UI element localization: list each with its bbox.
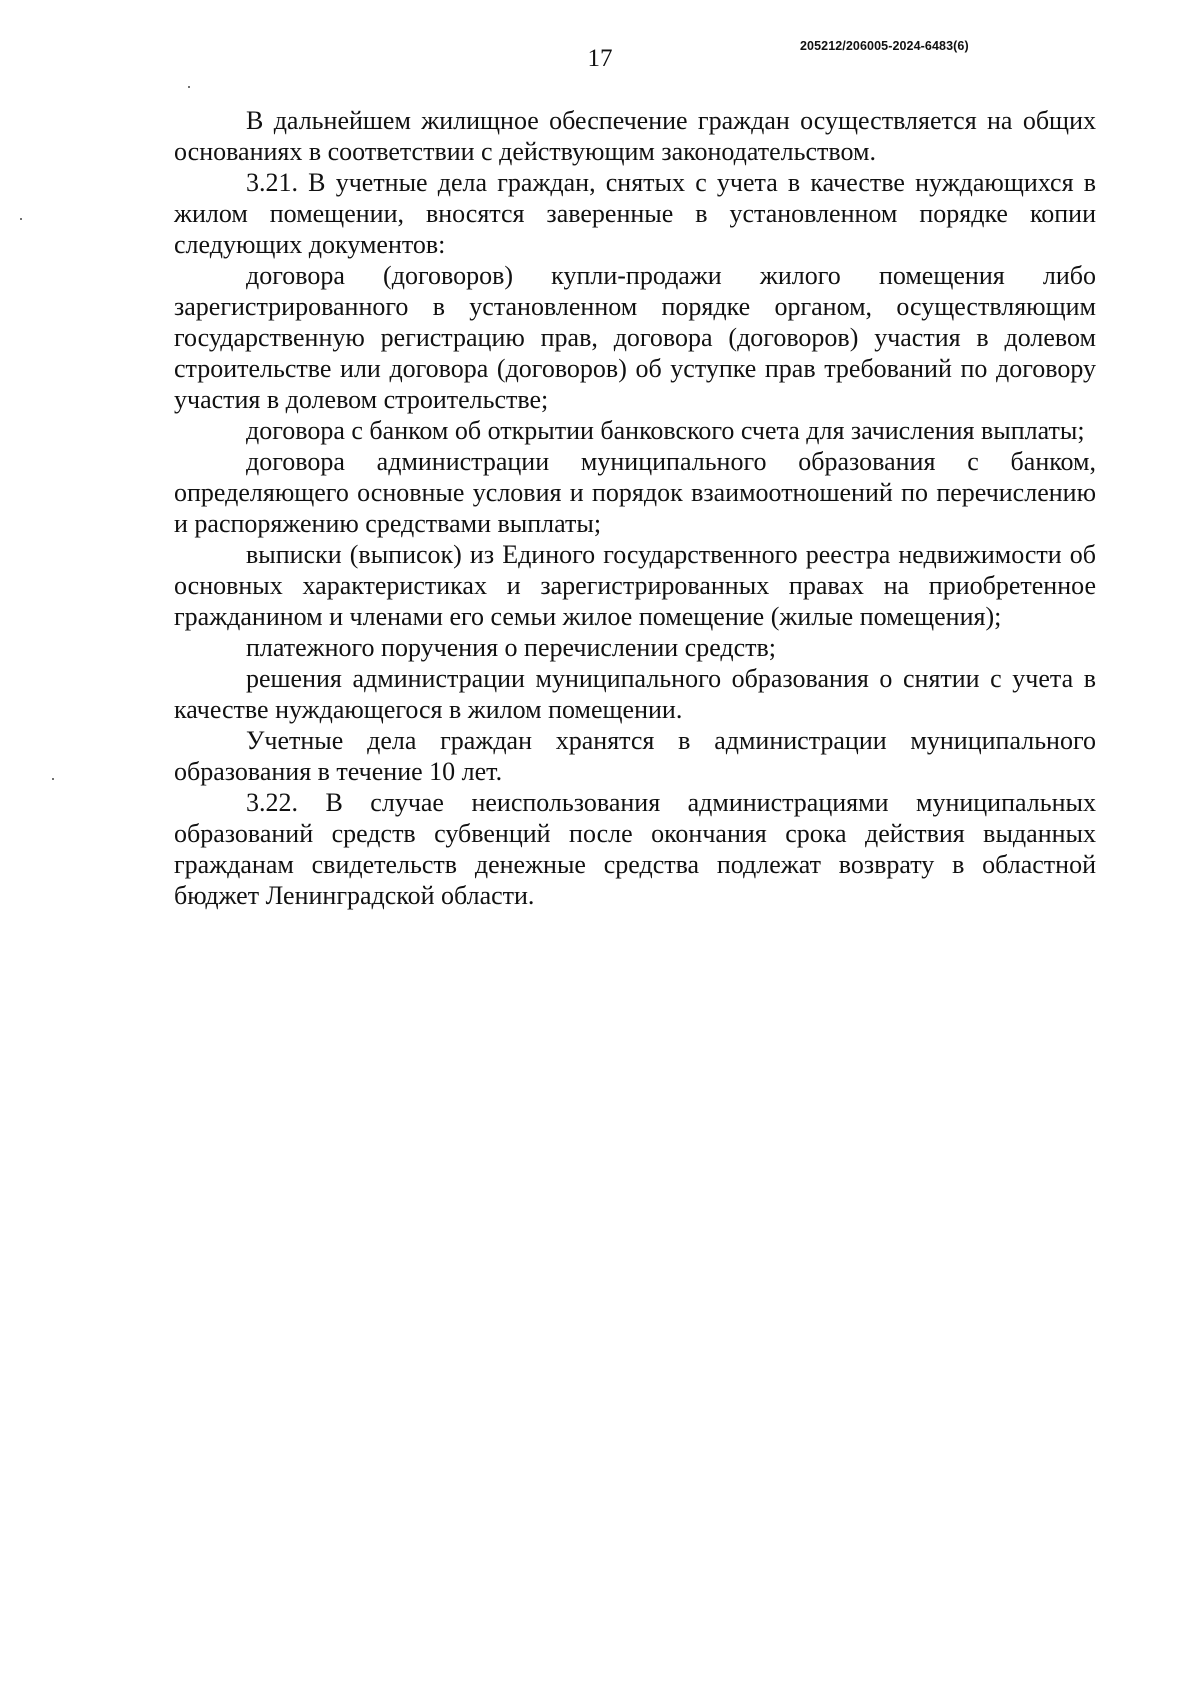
document-body bbox=[174, 105, 1096, 911]
paragraph: договора (договоров) купли-продажи жилого помещения либо зарегистрированного в установленном порядке органом, осуществляющим государственную регистрацию прав, договора (договоров) участия в долевом строительстве или договора (договоров) об уступке прав требований по договору участия в долевом строительстве; bbox=[174, 261, 1096, 414]
paragraph: 3.21. В учетные дела граждан, снятых с учета в качестве нуждающихся в жилом помещении, вносятся заверенные в установленном порядке копии следующих документов: bbox=[174, 168, 1096, 259]
paragraph: решения администрации муниципального образования о снятии с учета в качестве нуждающегося в жилом помещении. bbox=[174, 664, 1096, 724]
paragraph: договора с банком об открытии банковского счета для зачисления выплаты; bbox=[246, 416, 1085, 445]
paragraph: платежного поручения о перечислении средств; bbox=[246, 633, 777, 662]
scan-speck bbox=[20, 218, 22, 220]
paragraph: выписки (выписок) из Единого государственного реестра недвижимости об основных характеристиках и зарегистрированных правах на приобретенное гражданином и членами его семьи жилое помещение (жилые помещения); bbox=[174, 540, 1096, 631]
page-number: 17 bbox=[587, 45, 613, 72]
paragraph: договора администрации муниципального образования с банком, определяющего основные условия и порядок взаимоотношений по перечислению и распоряжению средствами выплаты; bbox=[174, 447, 1096, 538]
paragraph: 3.22. В случае неиспользования администрациями муниципальных образований средств субвенций после окончания срока действия выданных гражданам свидетельств денежные средства подлежат возврату в областной бюджет Ленинградской области. bbox=[174, 788, 1096, 910]
paragraph: Учетные дела граждан хранятся в администрации муниципального образования в течение 10 лет. bbox=[174, 726, 1096, 786]
paragraph: В дальнейшем жилищное обеспечение граждан осуществляется на общих основаниях в соответствии с действующим законодательством. bbox=[174, 106, 1096, 166]
scan-speck bbox=[52, 778, 54, 780]
document-id: 205212/206005-2024-6483(6) bbox=[800, 39, 969, 53]
scan-speck bbox=[188, 86, 190, 88]
